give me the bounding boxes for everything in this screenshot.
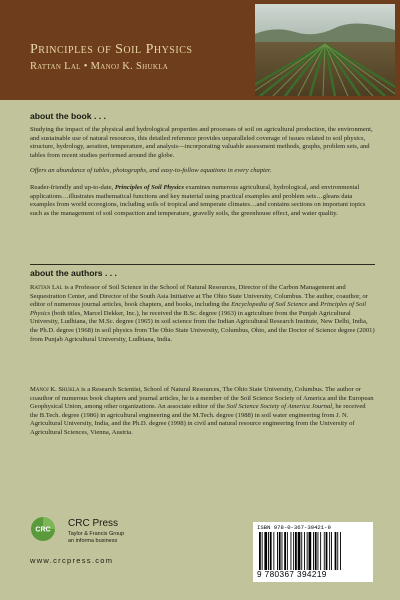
about-authors-heading: about the authors . . .	[30, 268, 117, 278]
author-1-bio-text-1: is a Professor of Soil Science in the School of Natural Resources, Director of the Carbon Management and Sequestration Center, and Director of the South Asia Initiative at The Ohio State University, Columbus. The author, coauthor, or editor of numerous journal articles, book chapters, and books, including the	[30, 284, 368, 309]
author-1-book-2: Principles of Soil Physics	[30, 301, 367, 317]
book-title: Principles of Soil Physics	[30, 42, 193, 57]
about-book-paragraph-1: Studying the impact of the physical and hydrological properties and processes of soil on agricultural production, the environment, and sustainable use of natural resources, this detailed reference provides unparalleled coverage of issues related to soil physics, structure, hydrology, aeration, temperature, and analysis—incorporating valuable assessment methods, graphs, problem sets, and tables from recent studies performed around the globe.	[30, 126, 373, 159]
barcode-icon	[257, 532, 369, 570]
p3-intro: Reader-friendly and up-to-date,	[30, 184, 115, 191]
author-separator: •	[83, 61, 88, 72]
publisher-group: Taylor & Francis Group	[68, 531, 125, 537]
crc-logo-text: CRC	[35, 526, 51, 534]
author-2-bio	[30, 386, 375, 438]
author-1-bio-and: and	[307, 301, 321, 309]
author-1-bio	[30, 284, 375, 344]
section-divider	[30, 264, 375, 265]
soil-field-photo	[255, 4, 395, 96]
author-2: Manoj K. Shukla	[90, 61, 169, 72]
isbn-barcode	[253, 522, 373, 582]
p3-body: examines numerous agricultural, hydrological, and environmental applications…illustrates mathematical functions and key material using practical examples and problem sets…gleans data examples from world ecoregions, including soils of tropical and temperate climates…and contains sections on important topics such as the management of soil compaction and temperature, gravelly soils, the greenhouse effect, and water quality.	[30, 184, 366, 217]
book-authors	[30, 61, 168, 72]
p3-book-title: Principles of Soil Physics	[114, 184, 184, 191]
about-book-paragraph-3	[30, 184, 375, 218]
author-2-journal: Soil Science Society of America Journal	[226, 403, 333, 411]
barcode-digits: 9 780367 394219	[257, 570, 327, 579]
publisher-url[interactable]: www.crcpress.com	[30, 556, 114, 565]
author-1-book-1: Encyclopedia of Soil Science	[231, 301, 308, 309]
author-1-bio-text-2: (both titles, Marcel Dekker, Inc.), he received the B.Sc. degree (1963) in agriculture from the Punjab Agricultural University, Ludhiana, the M.Sc. degree (1965) in soil science from the Indian Agricultural Research Institute, New Delhi, India, the Ph.D. degree (1968) in soil physics from The Ohio State University, Columbus, Ohio, and the Doctor of Science degree (2001) from Punjab Agricultural University, Ludhiana, India.	[30, 309, 375, 343]
header-band	[0, 0, 400, 100]
about-book-paragraph-2	[30, 167, 375, 176]
field-photo-icon	[255, 4, 395, 96]
author-1: Rattan Lal	[30, 61, 81, 72]
about-book-heading: about the book . . .	[30, 111, 106, 121]
crc-logo-icon	[30, 516, 56, 542]
isbn-text: ISBN 978-0-367-39421-9	[257, 524, 331, 531]
publisher-name: CRC Press	[68, 518, 119, 529]
author-2-bio-name: Manoj K. Shukla	[30, 386, 80, 393]
author-1-bio-name: Rattan Lal	[30, 284, 63, 291]
publisher-tagline: an informa business	[68, 538, 118, 544]
author-2-bio-text-1: is a Research Scientist, School of Natural Resources, The Ohio State University, Columbus. The author or coauthor of numerous book chapters and journal articles, he is a member of the Soil Science Society of America and the European Geophysical Union, among other organizations. An associate editor of the	[30, 386, 374, 411]
about-book-highlight: Offers an abundance of tables, photographs, and easy-to-follow equations in every chapter.	[30, 167, 272, 174]
author-2-bio-text-2: , he received the B.Tech. degree (1986) in agricultural engineering and the M.Tech. degree (1988) in soil water engineering from J. N. Agricultural University, India, and the Ph.D. degree (1998) in civil and natural resource engineering from the University of Agricultural Sciences, Vienna, Austria.	[30, 403, 366, 436]
